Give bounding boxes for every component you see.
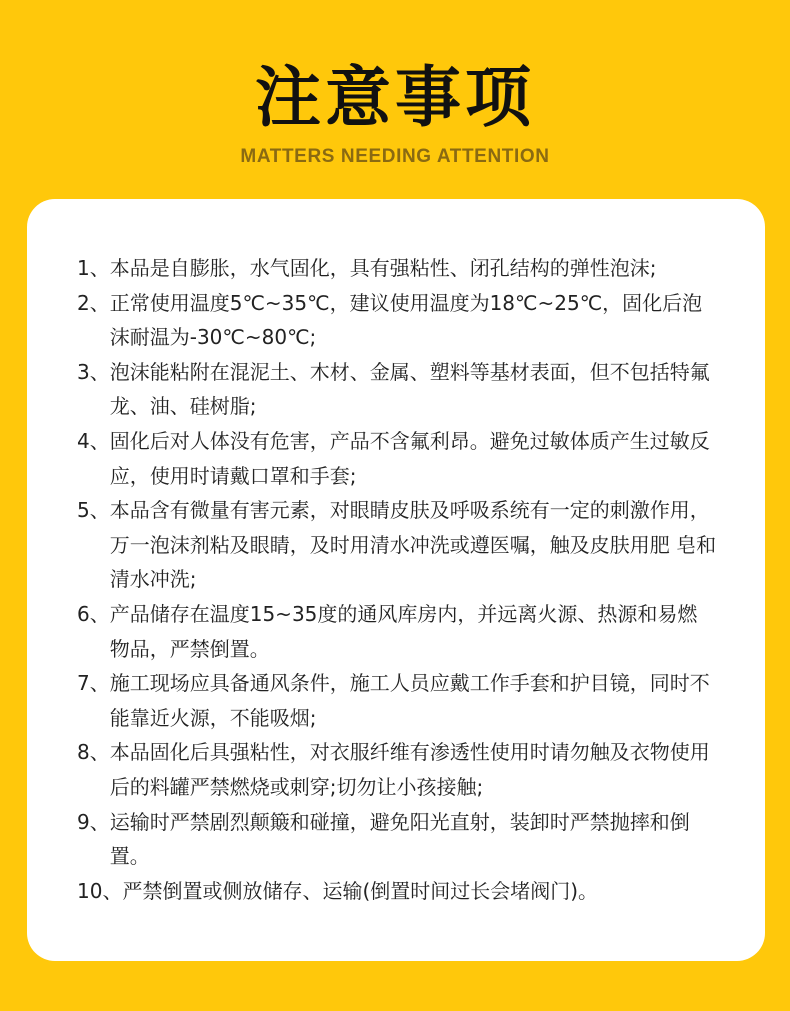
note-text: 本品是自膨胀，水气固化，具有强粘性、闭孔结构的弹性泡沫; bbox=[109, 256, 657, 280]
note-number: 9、 bbox=[77, 809, 110, 834]
note-number: 10、 bbox=[77, 878, 123, 903]
page-title: 注意事项 bbox=[255, 59, 535, 136]
note-number: 7、 bbox=[77, 671, 110, 696]
note-number: 5、 bbox=[77, 498, 110, 523]
note-item bbox=[77, 735, 717, 804]
note-item bbox=[77, 805, 717, 874]
note-item bbox=[77, 424, 717, 493]
page-subtitle: MATTERS NEEDING ATTENTION bbox=[240, 146, 550, 167]
note-item bbox=[77, 493, 717, 597]
note-item bbox=[77, 874, 717, 909]
note-number: 6、 bbox=[77, 601, 110, 626]
note-item bbox=[77, 666, 717, 735]
note-text: 本品含有微量有害元素，对眼睛皮肤及呼吸系统有一定的刺激作用，万一泡沫剂粘及眼睛，及时用清水冲洗或遵医嘱，触及皮肤用肥 皂和清水冲洗; bbox=[109, 498, 717, 592]
note-text: 严禁倒置或侧放储存、运输(倒置时间过长会堵阀门)。 bbox=[122, 878, 599, 903]
note-text: 泡沫能粘附在混泥土、木材、金属、塑料等基材表面，但不包括特氟龙、油、硅树脂; bbox=[109, 359, 710, 419]
note-text: 运输时严禁剧烈颠簸和碰撞，避免阳光直射，装卸时严禁抛摔和倒置。 bbox=[109, 809, 690, 869]
notes-card bbox=[27, 199, 765, 961]
note-number: 8、 bbox=[77, 740, 110, 765]
note-text: 固化后对人体没有危害，产品不含氟利昂。避免过敏体质产生过敏反应，使用时请戴口罩和手套; bbox=[109, 428, 710, 488]
notes-list bbox=[77, 251, 717, 908]
note-number: 3、 bbox=[77, 359, 110, 384]
note-item bbox=[77, 286, 717, 355]
note-text: 正常使用温度5℃~35℃，建议使用温度为18℃~25℃，固化后泡沫耐温为-30℃~80℃; bbox=[109, 290, 703, 350]
note-item bbox=[77, 597, 717, 666]
note-item bbox=[77, 355, 717, 424]
note-text: 产品储存在温度15~35度的通风库房内，并远离火源、热源和易燃物品，严禁倒置。 bbox=[109, 601, 698, 661]
note-text: 本品固化后具强粘性，对衣服纤维有渗透性使用时请勿触及衣物使用后的料罐严禁燃烧或刺穿;切勿让小孩接触; bbox=[109, 740, 710, 799]
note-number: 4、 bbox=[77, 428, 110, 453]
note-number: 1、 bbox=[77, 256, 110, 280]
note-item bbox=[77, 251, 717, 286]
note-text: 施工现场应具备通风条件，施工人员应戴工作手套和护目镜，同时不能靠近火源，不能吸烟; bbox=[109, 671, 710, 730]
note-number: 2、 bbox=[77, 290, 110, 315]
